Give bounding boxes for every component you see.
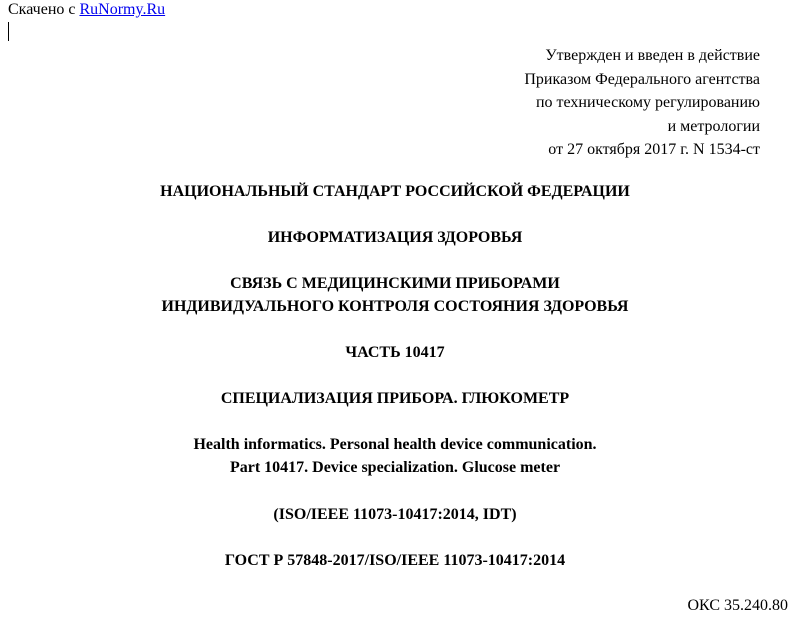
approval-line: по техническому регулированию: [535, 94, 760, 112]
subject-line: ИНДИВИДУАЛЬНОГО КОНТРОЛЯ СОСТОЯНИЯ ЗДОРОВЬЯ: [161, 298, 629, 315]
specialization-heading: СПЕЦИАЛИЗАЦИЯ ПРИБОРА. ГЛЮКОМЕТР: [220, 390, 570, 407]
source-prefix: Скачено с: [8, 1, 80, 18]
approval-block: [524, 44, 760, 162]
approval-line: Приказом Федерального агентства: [524, 70, 760, 88]
text-cursor: [8, 22, 9, 41]
iso-reference: (ISO/IEEE 11073-10417:2014, IDT): [273, 506, 517, 523]
english-title-line: Part 10417. Device specialization. Glucose meter: [229, 459, 561, 476]
approval-line: от 27 октября 2017 г. N 1534-ст: [548, 141, 760, 159]
english-title-line: Health informatics. Personal health device communication.: [193, 436, 597, 453]
area-heading: ИНФОРМАТИЗАЦИЯ ЗДОРОВЬЯ: [267, 229, 523, 246]
english-title: [0, 433, 790, 479]
subject-line: СВЯЗЬ С МЕДИЦИНСКИМИ ПРИБОРАМИ: [230, 275, 560, 292]
gost-designation: ГОСТ Р 57848-2017/ISO/IEEE 11073-10417:2014: [224, 552, 566, 569]
approval-line: и метрологии: [667, 117, 760, 135]
standard-type-heading: НАЦИОНАЛЬНЫЙ СТАНДАРТ РОССИЙСКОЙ ФЕДЕРАЦИИ: [160, 183, 630, 200]
oks-code: ОКС 35.240.80: [687, 597, 788, 614]
approval-line: Утвержден и введен в действие: [545, 47, 760, 64]
source-attribution: [8, 0, 165, 20]
part-heading: ЧАСТЬ 10417: [345, 344, 445, 361]
runormy-link[interactable]: RuNormy.Ru: [79, 1, 166, 18]
subject-heading: [0, 272, 790, 318]
